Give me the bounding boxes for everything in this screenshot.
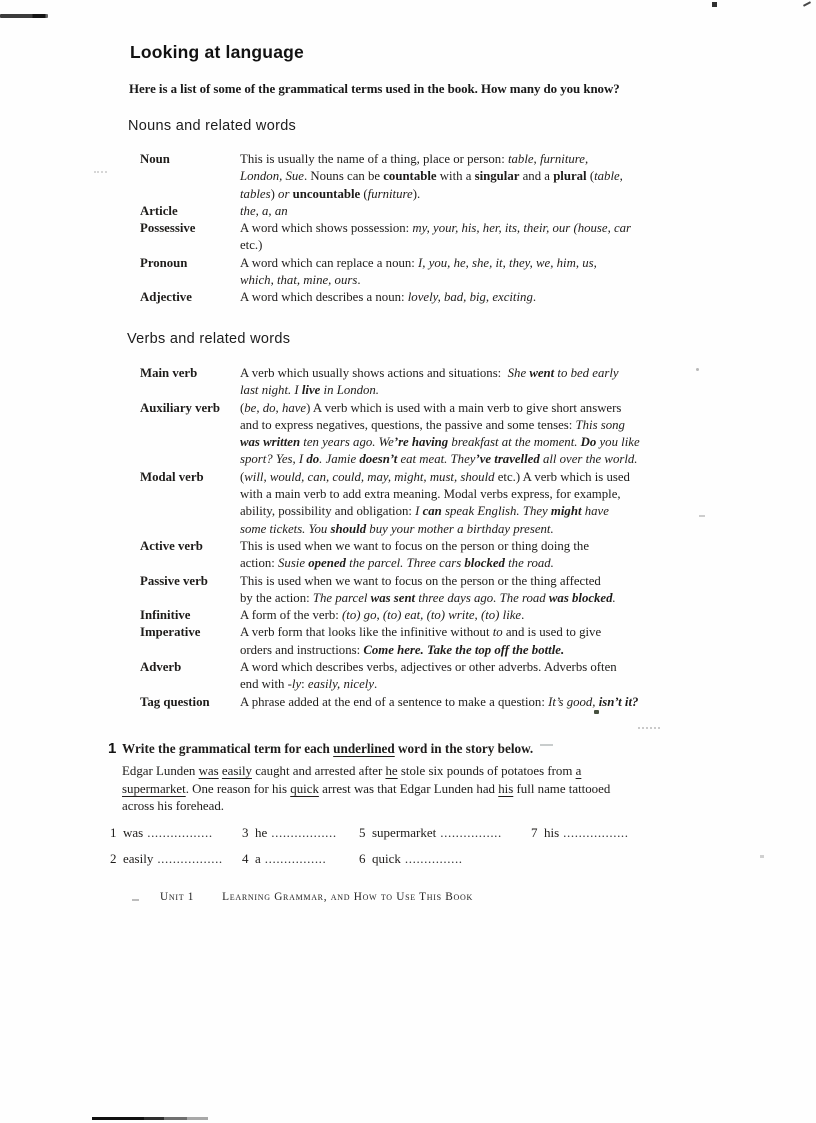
definition-line (240, 590, 700, 607)
text-run: orders and instructions: (240, 642, 364, 657)
answer-blank: ............... (404, 851, 463, 866)
text-run: caught and arrested after (251, 764, 386, 778)
definition-text (240, 400, 700, 469)
answer-item (110, 824, 242, 841)
text-run: isn’t it? (598, 694, 639, 709)
definition-text (240, 203, 700, 220)
text-run: in London. (320, 383, 380, 398)
text-run: table, (594, 169, 623, 184)
answer-word: he (255, 825, 268, 840)
text-run: which, that, mine, ours (240, 273, 358, 288)
scan-artifact-top-right-speck (712, 2, 717, 7)
term-label: Pronoun (140, 255, 188, 270)
text-run: A verb form that looks like the infinitive without (240, 625, 493, 640)
answers-grid (110, 824, 629, 876)
text-run: with a (436, 169, 475, 184)
definition-line (240, 451, 700, 468)
definition-line (240, 469, 700, 486)
text-run: went (529, 366, 555, 380)
definition-text (240, 151, 700, 203)
text-run: ( (586, 169, 595, 184)
text-run: end with - (240, 677, 292, 692)
text-run: by the action: (240, 590, 313, 605)
text-run: . Nouns can be (304, 169, 384, 184)
text-run: or (278, 186, 290, 201)
text-run: I (415, 504, 423, 519)
text-run: arrest was that Edgar Lunden had (318, 781, 499, 796)
definition-line (240, 434, 700, 451)
text-run: She (507, 366, 530, 380)
text-run: have (581, 504, 609, 519)
term-label: Noun (140, 152, 170, 166)
text-run: should (330, 521, 367, 536)
text-run: ability, possibility and obligation: (240, 504, 416, 519)
answer-word: supermarket (372, 825, 437, 840)
text-run: A word which describes verbs, adjectives or other adverbs. Adverbs often (240, 660, 617, 675)
answer-item (531, 824, 629, 841)
text-run: will, would, can, could, may, might, must, should (244, 469, 495, 484)
text-run: be, do, have (244, 400, 307, 415)
text-run: supermarket (122, 781, 186, 796)
text-run: his (498, 781, 514, 796)
text-run: countable (383, 169, 437, 184)
text-run: ) A verb which is used with a main verb to give short answers (306, 400, 622, 415)
text-run: quick (290, 781, 319, 796)
exercise-heading (108, 741, 533, 757)
text-run: Do (580, 435, 597, 450)
answer-number: 3 (242, 825, 249, 840)
text-run: the road. (504, 556, 554, 571)
scan-artifact-speck (760, 855, 764, 858)
answer-number: 1 (110, 825, 117, 840)
definition-line (240, 365, 700, 382)
definition-line (240, 203, 700, 220)
page-title: Looking at language (130, 42, 304, 62)
answer-row (110, 850, 629, 867)
text-line (122, 763, 610, 781)
term-label: Tag question (140, 694, 210, 709)
text-line (122, 781, 610, 799)
text-run: opened (308, 556, 346, 571)
answer-item (359, 850, 531, 867)
text-run: you like (596, 435, 640, 450)
text-run: underlined (333, 741, 395, 756)
answer-blank: ................. (563, 825, 629, 840)
term-label: Adjective (140, 290, 192, 305)
answer-blank: ................ (440, 825, 502, 840)
text-run: ( (360, 186, 368, 201)
term-label: Auxiliary verb (140, 400, 220, 415)
text-run: . (357, 273, 361, 288)
text-run: across his forehead. (122, 799, 225, 814)
answer-word: quick (372, 851, 401, 866)
text-run: Susie (278, 556, 309, 571)
answer-number: 7 (531, 825, 538, 840)
text-run: ’re having (393, 435, 449, 450)
definition-line (240, 289, 700, 306)
answer-word: was (123, 825, 144, 840)
text-run: ( (240, 400, 245, 415)
term-label: Active verb (140, 538, 203, 553)
text-run: lovely, bad, big, exciting (407, 290, 533, 305)
text-run: London, Sue (240, 169, 304, 184)
text-run: ( (240, 469, 245, 484)
text-run: This is used when we want to focus on the person or the thing affected (240, 573, 601, 588)
definition-line (240, 151, 700, 168)
text-run: This song (575, 417, 625, 432)
text-run: might (550, 504, 582, 519)
text-run: This is usually the name of a thing, place or person: (240, 152, 508, 166)
text-run: some tickets. You (240, 521, 331, 536)
nouns-definitions-table (140, 151, 700, 307)
answer-item (110, 850, 242, 867)
definition-line (240, 676, 700, 693)
definition-line (240, 642, 700, 659)
definition-text (240, 255, 700, 290)
definition-line (240, 417, 700, 434)
answer-blank: ................. (157, 851, 223, 866)
text-run: I, you, he, she, it, they, we, him, us, (418, 255, 597, 270)
term-label: Possessive (140, 221, 196, 236)
term-label: Infinitive (140, 608, 191, 623)
story-paragraph (122, 763, 610, 816)
definition-text (240, 573, 700, 608)
text-run: action: (240, 556, 279, 571)
text-run: etc.) A verb which is used (494, 469, 630, 484)
intro-text: Here is a list of some of the grammatical terms used in the book. How many do you know? (129, 82, 620, 96)
text-run: singular (474, 169, 520, 184)
text-run: etc.) (240, 238, 263, 253)
text-run: do (306, 452, 320, 467)
text-run: ten years ago. We (300, 435, 394, 450)
definition-line (240, 186, 700, 203)
answer-blank: ................ (264, 851, 327, 866)
definition-line (240, 694, 700, 711)
scan-artifact-faint-dots (638, 727, 660, 729)
definition-line (240, 400, 700, 417)
text-run: my, your, his, her, its, their, our (house, car (412, 221, 632, 236)
definition-line (240, 659, 700, 676)
text-run: ). (412, 186, 421, 201)
text-run: ly (291, 677, 302, 692)
text-run: eat meat. They (397, 452, 476, 467)
term-label: Adverb (140, 660, 182, 675)
answer-item (242, 824, 359, 841)
definition-line (240, 521, 700, 538)
answer-row (110, 824, 629, 841)
definition-text (240, 220, 700, 255)
definition-line (240, 237, 700, 254)
unit-label: Unit 1 (160, 891, 195, 903)
definition-text (240, 538, 700, 573)
definition-text (240, 694, 700, 711)
term-label: Modal verb (140, 469, 204, 484)
text-run: A word which can replace a noun: (240, 255, 419, 270)
definition-line (240, 573, 700, 590)
text-run: was blocked (548, 590, 613, 605)
text-run: was (198, 764, 219, 778)
text-run: tables (240, 186, 271, 201)
definition-line (240, 168, 700, 185)
answer-blank: ................. (147, 825, 213, 840)
text-run: and is used to give (502, 625, 602, 640)
text-run: and a (519, 169, 554, 184)
text-run: . One reason for his (185, 781, 291, 796)
text-run: sport? Yes, I (240, 452, 307, 467)
scan-artifact-top-left-line (0, 14, 48, 18)
text-run: Edgar Lunden (122, 764, 199, 778)
text-run: Write the grammatical term for each (122, 741, 334, 756)
text-run: . (532, 290, 537, 305)
definition-text (240, 365, 700, 400)
text-run: A word which describes a noun: (240, 290, 408, 305)
exercise-number: 1 (108, 740, 117, 757)
text-run: easily (221, 764, 252, 778)
text-run: . (612, 590, 616, 605)
answer-word: his (544, 825, 560, 840)
text-run: to (492, 625, 503, 640)
text-run: with a main verb to add extra meaning. Modal verbs express, for example, (240, 487, 621, 502)
text-run: word in the story below. (394, 741, 534, 756)
scan-artifact-footer-dash (132, 899, 139, 901)
verbs-definitions-table (140, 365, 700, 711)
text-run: the parcel. Three cars (345, 556, 465, 571)
definition-text (240, 289, 700, 306)
answer-number: 6 (359, 851, 366, 866)
text-run: stole six pounds of potatoes from (397, 764, 576, 778)
text-run: A verb which usually shows actions and situations: (240, 366, 508, 380)
text-run: was written (240, 435, 301, 450)
scan-artifact-bottom-rule (92, 1117, 208, 1120)
footer-title: Learning Grammar, and How to Use This Book (222, 891, 473, 903)
text-line (122, 798, 610, 816)
term-label: Article (140, 203, 178, 218)
section-heading-nouns: Nouns and related words (128, 118, 297, 134)
text-run: a (575, 764, 582, 778)
text-run: . (521, 608, 525, 623)
text-run: plural (553, 169, 587, 184)
text-run: This is used when we want to focus on the person or thing doing the (240, 538, 590, 553)
text-run: to bed early (554, 366, 619, 380)
text-run: ) (270, 186, 279, 201)
text-run: . Jamie (319, 452, 360, 467)
answer-item (242, 850, 359, 867)
text-run: and to express negatives, questions, the passive and some tenses: (240, 417, 576, 432)
definition-line (240, 382, 700, 399)
definition-line (240, 220, 700, 237)
text-run: can (422, 504, 442, 519)
definition-line (240, 255, 700, 272)
definition-text (240, 659, 700, 694)
text-run: three days ago. The road (415, 590, 549, 605)
text-run: A phrase added at the end of a sentence to make a question: (240, 694, 549, 709)
text-run: doesn’t (359, 452, 398, 467)
answer-word: easily (123, 851, 154, 866)
scan-artifact-faint-dots (94, 171, 107, 173)
text-run: . (374, 677, 378, 692)
text-run: buy your mother a birthday present. (366, 521, 554, 536)
definition-text (240, 607, 700, 624)
scan-artifact-smudge (540, 744, 553, 746)
text-run: full name tattooed (513, 781, 611, 796)
text-run: It’s good, (548, 694, 599, 709)
text-run: speak English. They (441, 504, 551, 519)
term-label: Imperative (140, 625, 201, 640)
exercise-instruction (122, 741, 533, 757)
answer-blank: ................. (271, 825, 337, 840)
text-run: A word which shows possession: (240, 221, 413, 236)
text-run: was sent (370, 590, 416, 605)
text-run: (to) go, (to) eat, (to) write, (to) like (342, 608, 522, 623)
text-run: The parcel (312, 590, 371, 605)
text-run: last night. I (240, 383, 302, 398)
answer-word: a (255, 851, 261, 866)
text-run: all over the world. (539, 452, 638, 467)
section-heading-verbs: Verbs and related words (127, 331, 291, 347)
definition-text (240, 624, 700, 659)
answer-number: 4 (242, 851, 249, 866)
term-label: Passive verb (140, 573, 208, 588)
term-label: Main verb (140, 366, 198, 380)
page-footer (160, 891, 473, 903)
text-run: the, a, an (240, 203, 288, 218)
definition-text (240, 469, 700, 538)
text-run: : (301, 677, 308, 692)
definition-line (240, 607, 700, 624)
scan-artifact-corner-mark (803, 1, 811, 7)
text-run: blocked (464, 556, 505, 571)
text-run: uncountable (292, 186, 361, 201)
answer-number: 5 (359, 825, 366, 840)
answer-item (359, 824, 531, 841)
text-run: A form of the verb: (240, 608, 342, 623)
definition-line (240, 503, 700, 520)
text-run: furniture (367, 186, 413, 201)
text-run: easily, nicely (307, 677, 374, 692)
answer-number: 2 (110, 851, 117, 866)
definition-line (240, 486, 700, 503)
definition-line (240, 272, 700, 289)
definition-line (240, 538, 700, 555)
text-run: ’ve travelled (475, 452, 540, 467)
text-run: Come here. Take the top off the bottle. (363, 642, 565, 657)
text-run: table, furniture, (507, 152, 589, 166)
text-run: breakfast at the moment. (448, 435, 581, 450)
definition-line (240, 624, 700, 641)
text-run: live (301, 383, 321, 398)
text-run: he (385, 764, 398, 778)
definition-line (240, 555, 700, 572)
